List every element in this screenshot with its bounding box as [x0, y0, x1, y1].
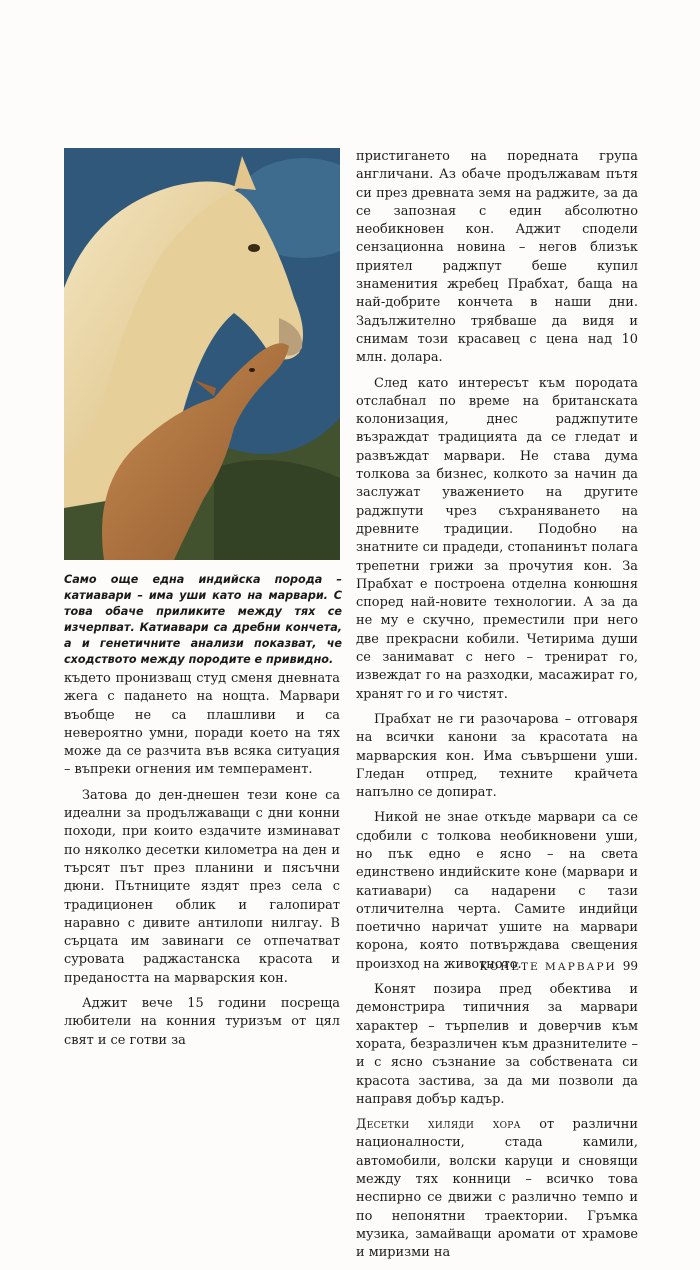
section-paragraph-text: от различни националности, стада камили, автомобили, волски каруци и сновящи между тях конници – всичко това неспирно се движи с различно темпо и по непонятни траектории. Гръмка музика, замайващи аромати от храмове и миризми на — [356, 1117, 638, 1261]
mare-and-foal-illustration — [64, 148, 340, 560]
right-paragraph-1: пристигането на поредната група англичани. Аз обаче продължавам пътя си през древната земя на раджите, за да се запозная с един абсолютно необикновен кон. Аджит сподели сензационна новина – негов близък приятел раджпут беше купил знаменития жребец Прабхат, баща на най-добрите кончета в наши дни. Задължително трябваше да видя и снимам този красавец с цена над 10 млн. долара. — [356, 149, 638, 366]
page-number: 99 — [622, 959, 638, 973]
section-lead-in: Десетки хиляди хора — [356, 1117, 521, 1133]
left-column — [64, 670, 340, 1057]
left-paragraph-1: където пронизващ студ сменя дневната жега с падането на нощта. Марвари въобще не са плашливи и са невероятно умни, поради което на тях може да се разчита във всяка ситуация – въпреки огнения им темперамент. — [64, 671, 340, 778]
right-column — [356, 148, 638, 1270]
running-title: КОНЕТЕ МАРВАРИ — [479, 961, 617, 973]
horse-photo — [64, 148, 340, 560]
photo-caption: Само още една индийска порода – катиавари – има уши като на марвари. С това обаче приликите между тях се изчерпват. Катиавари са дребни кончета, а и генетичните анализи показват, че сходството между породите е привидно. — [64, 573, 342, 666]
left-paragraph-2: Затова до ден-днешен тези коне са идеални за продължаващи с дни конни походи, при които ездачите изминават по няколко десетки километра на ден и търсят път през планини и пясъчни дюни. Пътниците яздят през села с традиционен облик и галопират наравно с дивите антилопи нилгау. В сърцата им завинаги се отпечатват суровата раджастанска красота и предаността на марварския кон. — [64, 787, 340, 986]
section-paragraph — [356, 1116, 638, 1262]
right-paragraph-4: Никой не знае откъде марвари са се сдобили с толкова необикновени уши, но пък едно е ясно – на света единствено индийските коне (марвари и катиавари) са надарени с тази отличителна черта. Самите индийци поетично наричат ушите на марвари корона, която потвърждава свещения произход на животното. — [356, 810, 638, 972]
page-footer — [479, 959, 638, 973]
left-paragraph-3: Аджит вече 15 години посреща любители на конния туризъм от цял свят и се готви за — [64, 996, 340, 1048]
right-paragraph-2: След като интересът към породата отслабнал по време на британската колонизация, днес раджпутите възраждат традицията да се гледат и развъждат марвари. Не става дума толкова за бизнес, колкото за начин да заслужат уважението на другите раджпути чрез съхраняването на древните традиции. Подобно на знатните си прадеди, стопанинът полага трепетни грижи за прочутия кон. За Прабхат е построена отделна конюшня според най-новите технологии. А за да не му е скучно, преместили при него две прекрасни кобили. Четирима души се занимават с него – тренират го, извеждат го на разходки, масажират го, хранят го и го чистят. — [356, 375, 638, 702]
right-paragraph-3: Прабхат не ги разочарова – отговаря на всички канони за красотата на марварския кон. Има съвършени уши. Гледан отпред, техните крайчета напълно се допират. — [356, 711, 638, 801]
right-paragraph-5: Конят позира пред обектива и демонстрира типичния за марвари характер – търпелив и доверчив към хората, безразличен към дразнителите – и с ясно съзнание за собствената си красота застива, за да ми позволи да направя добър кадър. — [356, 982, 638, 1107]
